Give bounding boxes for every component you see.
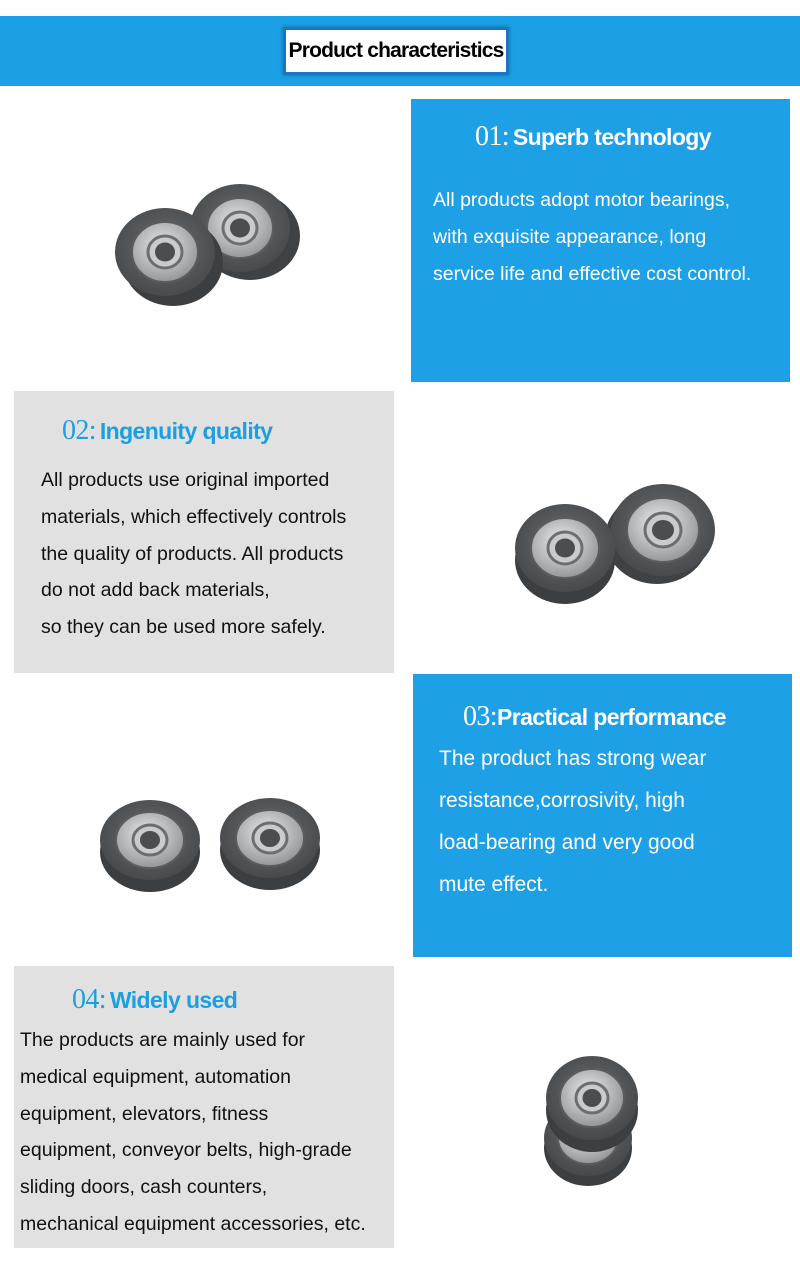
feature-heading-02: Ingenuity quality [99, 418, 273, 444]
bearings-photo-1 [95, 180, 315, 310]
bearing-icon [100, 800, 200, 892]
feature-body-01: All products adopt motor bearings, with exquisite appearance, long service life and effective cost control. [433, 189, 752, 285]
feature-heading-03: Practical performance [496, 704, 726, 730]
feature-body-03: The product has strong wear resistance,corrosivity, high load-bearing and very good mute effect. [439, 747, 707, 896]
feature-heading-04: Widely used [109, 987, 238, 1013]
bearing-icon [220, 798, 320, 890]
feature-title-04 [72, 984, 237, 1016]
feature-number-04: 04: [72, 984, 106, 1015]
feature-panel-02 [14, 391, 394, 673]
bearings-photo-4 [530, 1040, 650, 1190]
feature-panel-01 [411, 99, 790, 382]
feature-title-01 [475, 121, 711, 153]
bearing-icon [515, 504, 615, 604]
feature-title-03 [463, 701, 726, 733]
feature-number-01: 01: [475, 121, 509, 152]
bearing-icon [546, 1056, 638, 1152]
feature-panel-03 [413, 674, 792, 957]
feature-body-04: The products are mainly used for medical equipment, automation equipment, elevators, fitness equipment, conveyor belts, high-grade sliding doors, cash counters, mechanical equipment accessories, etc. [20, 1029, 366, 1235]
feature-title-02 [62, 415, 272, 447]
feature-heading-01: Superb technology [512, 124, 711, 150]
feature-number-02: 02: [62, 415, 96, 446]
feature-body-02: All products use original imported materials, which effectively controls the quality of products. All products do not add back materials, so they can be used more safely. [41, 469, 347, 639]
bearings-photo-2 [495, 470, 735, 610]
feature-panel-04 [14, 966, 394, 1248]
section-title: Product characteristics [283, 27, 509, 75]
bearing-icon [605, 484, 715, 584]
feature-number-03: 03: [463, 701, 497, 732]
bearings-photo-3 [95, 790, 335, 900]
